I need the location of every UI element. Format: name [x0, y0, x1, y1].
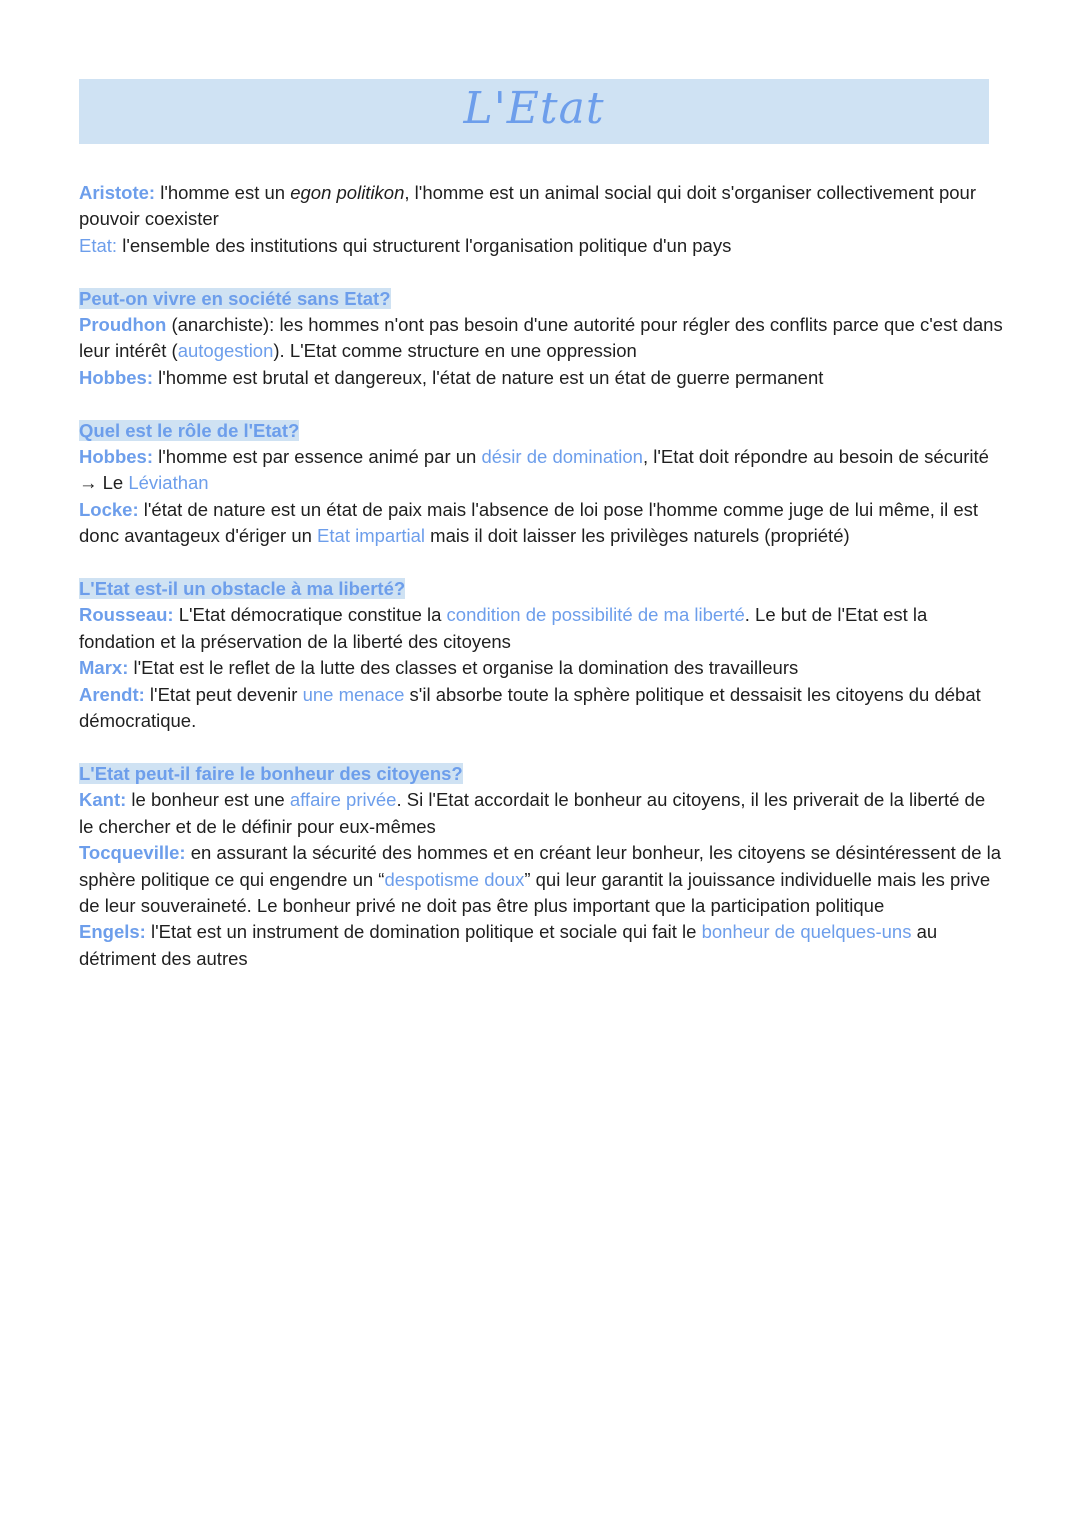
highlight-term: Léviathan: [128, 472, 209, 494]
author-label: Locke:: [79, 498, 139, 520]
author-label: Tocqueville:: [79, 842, 186, 864]
question-heading: Peut-on vivre en société sans Etat?: [79, 287, 391, 309]
text-run: , l'homme est un animal social qui doit s'organiser collectivement pour pouvoir coexister: [79, 182, 976, 230]
text-run: l'Etat peut devenir: [144, 683, 303, 705]
paragraph-marx: [79, 655, 1004, 681]
section-heading-2: [79, 418, 1004, 444]
text-run: s'il absorbe toute la sphère politique et dessaisit les citoyens du débat démocratique.: [79, 683, 981, 732]
paragraph-hobbes-2: [79, 444, 1004, 497]
paragraph-proudhon: [79, 312, 1004, 365]
author-label: Engels:: [79, 921, 146, 943]
author-label: Marx:: [79, 657, 129, 679]
paragraph-rousseau: [79, 602, 1004, 655]
paragraph-engels: [79, 919, 1004, 972]
paragraph-hobbes-1: [79, 365, 1004, 391]
highlight-term: Etat impartial: [317, 525, 426, 547]
text-run: l'homme est un: [155, 182, 291, 203]
author-label: Hobbes:: [79, 446, 153, 468]
text-run: mais il doit laisser les privilèges naturels (propriété): [425, 525, 850, 547]
paragraph-kant: [79, 787, 1004, 840]
text-run: l'homme est brutal et dangereux, l'état de nature est un état de guerre permanent: [153, 366, 824, 388]
paragraph-aristote: [79, 180, 1004, 233]
section-heading-3: [79, 576, 1004, 602]
question-heading: Quel est le rôle de l'Etat?: [79, 419, 300, 441]
term-label: Etat:: [79, 234, 118, 256]
text-run: , l'Etat doit répondre au besoin de sécurité → Le: [79, 446, 989, 494]
section-heading-1: [79, 286, 1004, 312]
text-run: L'Etat démocratique constitue la: [173, 604, 447, 626]
author-label: Aristote:: [79, 182, 156, 203]
highlight-term: bonheur de quelques-uns: [701, 921, 912, 943]
text-run: au détriment des autres: [79, 921, 938, 969]
section-heading-4: [79, 761, 1004, 787]
text-run: l'homme est par essence animé par un: [153, 446, 482, 468]
text-run: l'état de nature est un état de paix mais l'absence de loi pose l'homme comme juge de lui même, il est donc avantageux d'ériger un: [79, 498, 979, 547]
paragraph-arendt: [79, 682, 1004, 735]
text-run: ). L'Etat comme structure en une oppression: [273, 340, 637, 362]
author-label: Hobbes:: [79, 366, 153, 388]
author-label: Kant:: [79, 789, 127, 811]
text-run: . Le but de l'Etat est la fondation et la préservation de la liberté des citoyens: [79, 604, 928, 652]
author-label: Rousseau:: [79, 604, 174, 626]
question-heading: L'Etat peut-il faire le bonheur des citoyens?: [79, 762, 463, 784]
text-run: . Si l'Etat accordait le bonheur au citoyens, il les priverait de la liberté de le chercher et de le définir pour eux-mêmes: [79, 789, 986, 837]
text-run: l'ensemble des institutions qui structurent l'organisation politique d'un pays: [117, 234, 732, 256]
page-title: L'Etat: [463, 83, 605, 134]
text-run: ” qui leur garantit la jouissance individuelle mais les prive de leur souveraineté. Le bonheur privé ne doit pas être plus important que la participation politique: [79, 868, 991, 916]
paragraph-tocqueville: [79, 840, 1004, 919]
author-label: Arendt:: [79, 683, 145, 705]
highlight-term: une menace: [302, 683, 405, 705]
highlight-term: condition de possibilité de ma liberté: [446, 604, 745, 626]
paragraph-etat-definition: [79, 233, 1004, 259]
highlight-term: despotisme doux: [384, 868, 525, 890]
question-heading: L'Etat est-il un obstacle à ma liberté?: [79, 578, 406, 600]
document-body: [79, 180, 1004, 972]
author-label: Proudhon: [79, 314, 167, 336]
text-run: l'Etat est un instrument de domination politique et sociale qui fait le: [145, 921, 702, 943]
italic-term: egon politikon: [290, 182, 405, 203]
title-banner: [79, 79, 989, 144]
paragraph-locke: [79, 497, 1004, 550]
text-run: l'Etat est le reflet de la lutte des classes et organise la domination des travailleurs: [128, 657, 799, 679]
highlight-term: autogestion: [177, 340, 274, 362]
text-run: (anarchiste): les hommes n'ont pas besoin d'une autorité pour régler des conflits parce que c'est dans leur intérêt (: [79, 314, 1003, 362]
highlight-term: affaire privée: [289, 789, 397, 811]
text-run: le bonheur est une: [126, 789, 290, 811]
text-run: en assurant la sécurité des hommes et en créant leur bonheur, les citoyens se désintéressent de la sphère politique ce qui engendre un “: [79, 842, 1002, 890]
highlight-term: désir de domination: [481, 446, 643, 468]
